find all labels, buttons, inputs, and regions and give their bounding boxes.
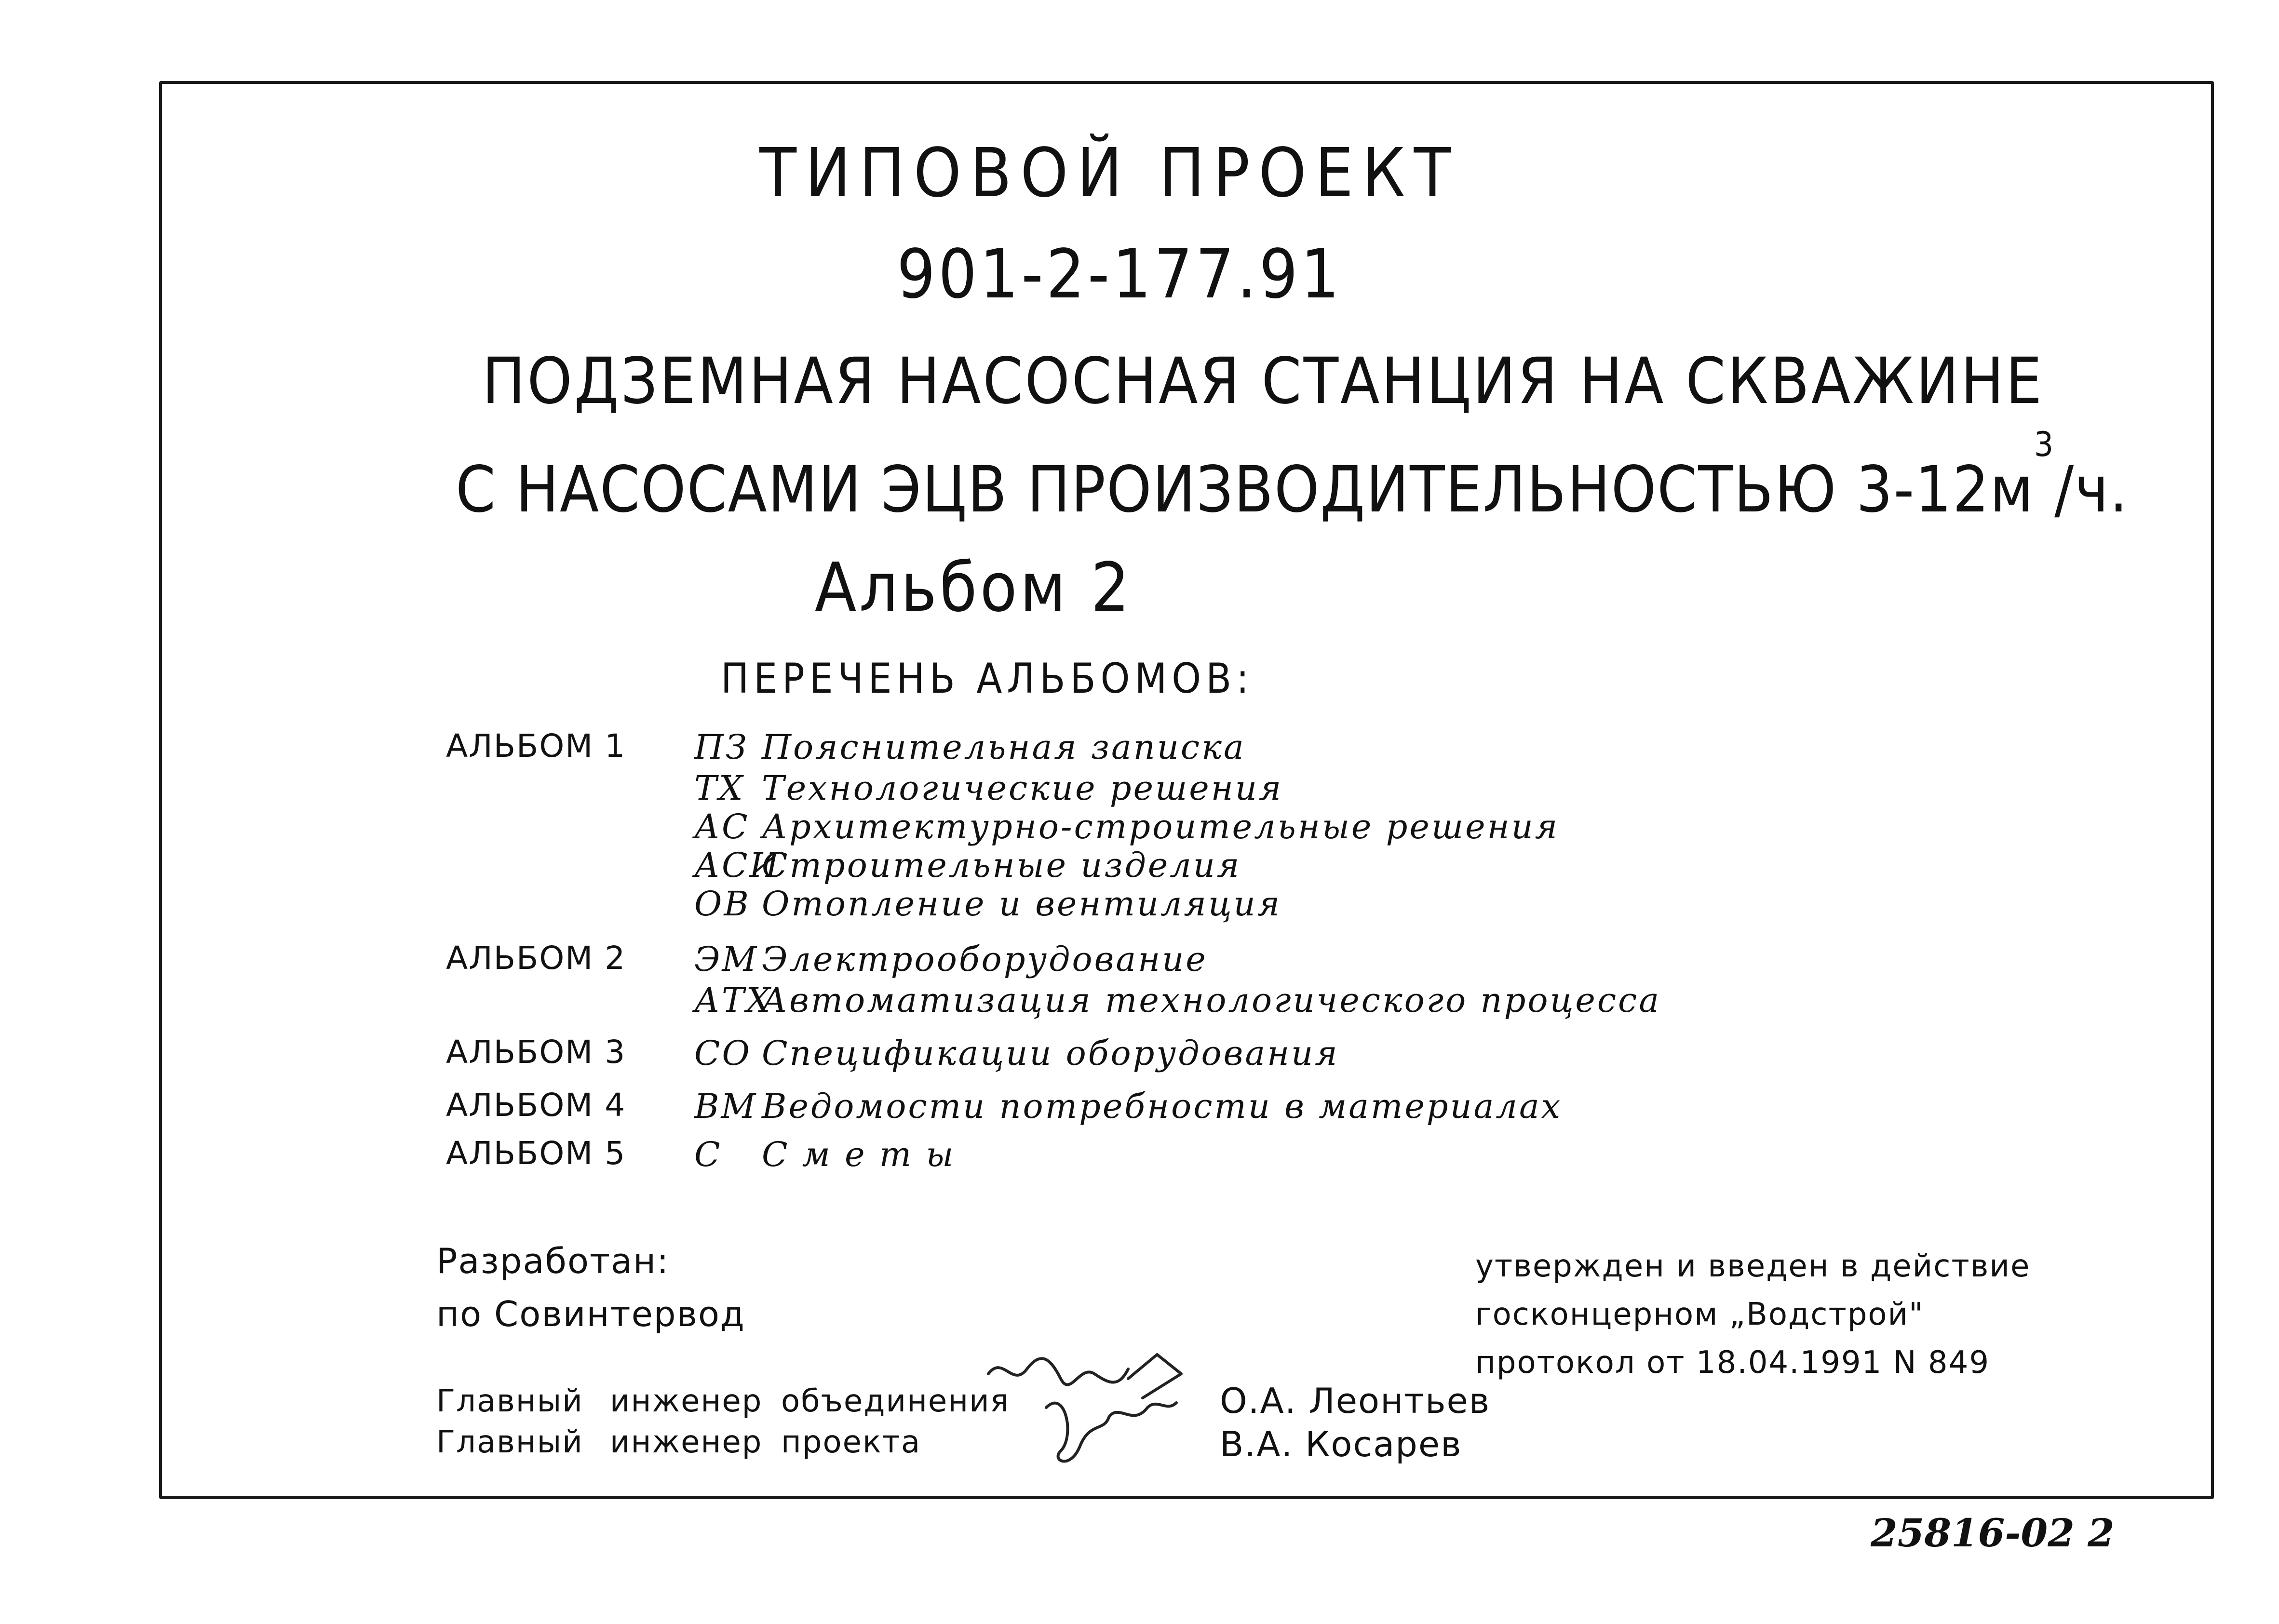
- project-type-title: ТИПОВОЙ ПРОЕКТ: [759, 134, 1460, 213]
- album-4-item-text: Ведомости потребности в материалах: [762, 1087, 1563, 1126]
- album-1-label: АЛЬБОМ 1: [446, 727, 626, 765]
- album-2-label: АЛЬБОМ 2: [446, 940, 626, 977]
- album-2-item-text: Автоматизация технологического процесса: [762, 980, 1661, 1020]
- album-2-item-code: ЭМ: [694, 940, 759, 979]
- album-1-item-text: Пояснительная записка: [762, 727, 1246, 767]
- album-1-item-code: АС: [694, 807, 750, 846]
- album-5-label: АЛЬБОМ 5: [446, 1135, 626, 1172]
- developed-label: Разработан:: [436, 1241, 670, 1281]
- albums-list-heading: ПЕРЕЧЕНЬ АЛЬБОМОВ:: [721, 655, 1254, 703]
- album-3-label: АЛЬБОМ 3: [446, 1033, 626, 1071]
- album-4-item-code: ВМ: [694, 1087, 758, 1126]
- album-3-item-text: Спецификации оборудования: [762, 1033, 1339, 1073]
- album-4-label: АЛЬБОМ 4: [446, 1087, 626, 1124]
- project-name-line2: [456, 425, 2129, 527]
- signature-role-c: объединения: [781, 1383, 1010, 1419]
- signature-role-a: Главный: [436, 1424, 583, 1460]
- album-5-item-text: С м е т ы: [762, 1135, 956, 1174]
- signature-role-b: инженер: [610, 1383, 763, 1419]
- handwritten-signature-2: [1037, 1388, 1181, 1475]
- project-name-line2-end: /ч.: [2054, 453, 2129, 527]
- cubic-superscript: 3: [2034, 425, 2055, 464]
- approved-line-1: утвержден и введен в действие: [1475, 1248, 2031, 1284]
- project-name-line2-text: С НАСОСАМИ ЭЦВ ПРОИЗВОДИТЕЛЬНОСТЬЮ 3-12м: [456, 453, 2035, 527]
- approved-line-2: госконцерном „Водстрой": [1475, 1297, 1924, 1332]
- album-1-item-text: Отопление и вентиляция: [762, 884, 1282, 924]
- album-1-item-code: ТХ: [694, 768, 745, 808]
- album-1-item-code: АСИ: [694, 846, 781, 885]
- album-1-item-code: ПЗ: [694, 727, 749, 767]
- album-2-item-text: Электрооборудование: [762, 940, 1208, 979]
- album-title: Альбом 2: [815, 549, 1133, 627]
- album-1-item-text: Строительные изделия: [762, 846, 1241, 885]
- document-number: 25816-02: [1871, 1510, 2075, 1556]
- album-5-item-code: С: [694, 1135, 722, 1174]
- developed-org: по Совинтервод: [436, 1294, 745, 1334]
- album-1-item-text: Архитектурно-строительные решения: [762, 807, 1560, 846]
- signature-role-c: проекта: [781, 1424, 921, 1460]
- project-number: 901-2-177.91: [897, 235, 1342, 314]
- project-name-line1: ПОДЗЕМНАЯ НАСОСНАЯ СТАНЦИЯ НА СКВАЖИНЕ: [482, 344, 2044, 418]
- album-1-item-code: ОВ: [694, 884, 751, 924]
- album-2-item-code: АТХ: [694, 980, 772, 1020]
- page-number: 2: [2088, 1510, 2115, 1556]
- signatory-name: О.А. Леонтьев: [1220, 1381, 1491, 1421]
- signature-role-a: Главный: [436, 1383, 583, 1419]
- approved-line-3: протокол от 18.04.1991 N 849: [1475, 1345, 1990, 1381]
- album-1-item-text: Технологические решения: [762, 768, 1283, 808]
- signature-role-b: инженер: [610, 1424, 763, 1460]
- album-3-item-code: СО: [694, 1033, 752, 1073]
- signatory-name: В.А. Косарев: [1220, 1424, 1462, 1464]
